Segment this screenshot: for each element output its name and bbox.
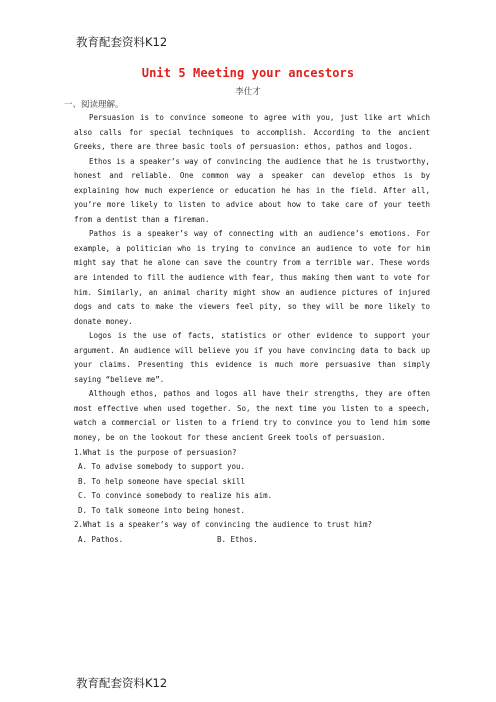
paragraph: Ethos is a speaker’s way of convincing the audience that he is trustworthy, honest and reliable. One common way a speaker can develop ethos is by explaining how much experience or education he has in the field. After all, you’re more likely to listen to advice about how to take care of your teeth from a dentist than a fireman. <box>74 156 430 224</box>
page-header: 教育配套资料K12 <box>76 35 168 49</box>
unit-title: Unit 5 Meeting your ancestors <box>141 66 355 80</box>
question-stem: 1.What is the purpose of persuasion? <box>74 447 237 457</box>
section-heading: 一、阅读理解。 <box>64 100 124 110</box>
answer-option: C. To convince somebody to realize his aim. <box>78 491 273 501</box>
answer-option: B. To help someone have special skill <box>78 476 246 486</box>
paragraph: Although ethos, pathos and logos all have their strengths, they are often most effective when used together. So, the next time you listen to a speech, watch a commercial or listen to a friend try to convince you to lend him some money, be on the lookout for these ancient Greek tools of persuasion. <box>74 389 430 443</box>
paragraph: Persuasion is to convince someone to agree with you, just like art which also calls for special techniques to accomplish. According to the ancient Greeks, there are three basic tools of persuasion: ethos, pathos and logos. <box>74 113 430 152</box>
paragraph: Logos is the use of facts, statistics or other evidence to support your argument. An audience will believe you if you have convincing data to back up your claims. Presenting this evidence is much more persuasive than simply saying “believe me”. <box>74 331 430 384</box>
answer-option: A. Pathos. <box>78 534 124 544</box>
author-name: 李仕才 <box>235 87 261 97</box>
paragraph: Pathos is a speaker’s way of connecting with an audience’s emotions. For example, a politician who is trying to convince an audience to vote for him might say that he alone can save the country from a terrible war. These words are intended to fill the audience with fear, thus making them want to vote for him. Similarly, an animal charity might show an audience pictures of injured dogs and cats to make the viewers feel pity, so they will be more likely to donate money. <box>74 229 430 326</box>
question-stem: 2.What is a speaker’s way of convincing the audience to trust him? <box>74 520 373 530</box>
page-footer: 教育配套资料K12 <box>76 676 168 690</box>
reading-passage <box>74 111 430 547</box>
answer-options-row <box>74 533 430 548</box>
answer-option: B. Ethos. <box>217 534 258 544</box>
answer-option: D. To talk someone into being honest. <box>78 505 246 515</box>
answer-option: A. To advise somebody to support you. <box>78 462 246 472</box>
